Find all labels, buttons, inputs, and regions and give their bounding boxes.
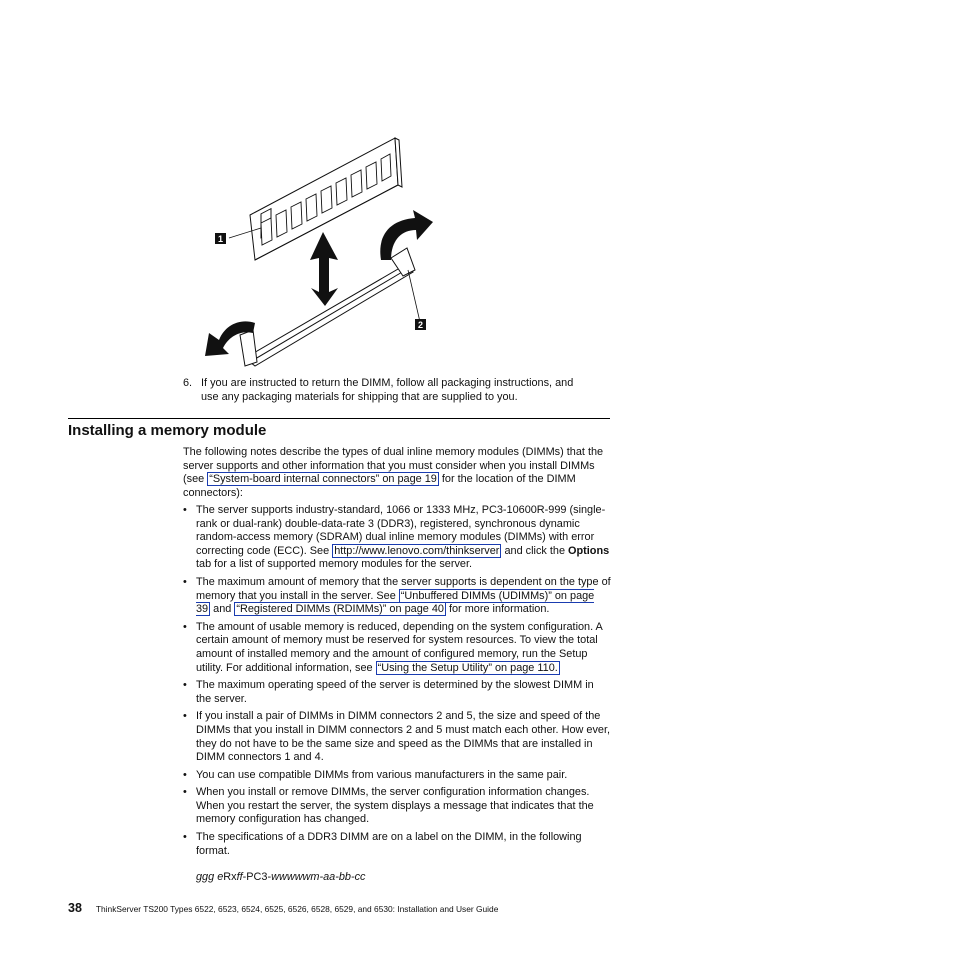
dimm-illustration [195,130,445,370]
callout-1-label: 1 [217,234,224,244]
list-item [183,786,611,827]
system-board-connectors-link[interactable]: “System-board internal connectors” on page 19 [209,473,437,486]
intro-paragraph [183,446,611,500]
list-item [183,679,611,706]
note-text: The amount of usable memory is reduced, depending on the system configuration. A certain amount of memory must be reserved for system resources. To view the total amount of installed memory and the amount of configured memory, run the Setup utility. For additional information, see [196,620,603,674]
options-tab-name: Options [568,544,610,557]
bullet-icon: • [183,768,187,781]
bullet-icon: • [183,831,187,844]
step-text-line-1: If you are instructed to return the DIMM, follow all packaging instructions, and [201,377,574,389]
note-text: and [210,603,235,616]
step-text-line-2: use any packaging materials for shipping that are supplied to you. [201,391,518,403]
list-item [183,576,611,617]
step-number: 6. [183,377,193,389]
step-text [201,376,611,404]
section-heading: Installing a memory module [68,422,267,439]
dimm-notes-list [183,504,611,862]
rdimm-link[interactable]: “Registered DIMMs (RDIMMs)” on page 40 [236,603,444,616]
list-item [183,504,611,572]
format-part: wwwwwm-aa-bb-cc [271,871,366,883]
bullet-icon: • [183,679,187,692]
note-text: The specifications of a DDR3 DIMM are on a label on the DIMM, in the following format. [196,831,582,857]
format-part: Rx [223,871,237,883]
list-item [183,831,611,858]
insert-arrow [310,232,338,306]
page-number: 38 [68,901,82,915]
bullet-icon: • [183,786,187,799]
note-text: for more information. [445,603,550,616]
bullet-icon: • [183,504,187,516]
document-title: ThinkServer TS200 Types 6522, 6523, 6524, 6525, 6526, 6528, 6529, and 6530: Installation and User Guide [95,904,499,914]
bullet-icon: • [183,710,187,723]
setup-utility-link[interactable]: “Using the Setup Utility” on page 110. [377,661,558,674]
intro-text-a: The following notes describe the types of dual inline memory modules (DIMMs) that the server supports and other information that you must consider when you install DIMMs (see [183,446,604,486]
lenovo-thinkserver-link[interactable]: http://www.lenovo.com/thinkserver [334,544,500,557]
list-item [183,769,611,783]
note-text: If you install a pair of DIMMs in DIMM connectors 2 and 5, the size and speed of the DIMMs that you install in DIMM connectors 2 and 5 must match each other. How ever, they do not have to be the same size and speed as the DIMMs that are installed in DIMM connectors 1 and 4. [196,710,611,764]
note-text: The maximum amount of memory that the server supports is dependent on the type of memory that you install in the server. See [196,575,611,602]
note-text: The server supports industry-standard, 1066 or 1333 MHz, PC3-10600R-999 (single-rank or dual-rank) double-data-rate 3 (DDR3), registered, synchronous dynamic random-access memory (SDRAM) dual inline memory modules (DIMMs) with error correcting code (ECC). See [196,504,606,557]
note-text: You can use compatible DIMMs from various manufacturers in the same pair. [196,768,568,781]
note-text: tab for a list of supported memory modules for the server. [196,558,473,571]
format-part: -PC3- [242,871,272,883]
intro-text-b: for the location of the DIMM connectors): [183,473,576,499]
dimm-installation-figure [195,130,445,370]
bullet-icon: • [183,575,187,588]
section-divider [68,418,610,419]
bullet-icon: • [183,620,187,633]
format-part: ff [236,871,243,883]
format-part: ggg e [196,871,224,883]
page-footer [68,901,498,915]
note-text: When you install or remove DIMMs, the server configuration information changes. When you restart the server, the system displays a message that indicates that the memory configuration has changed. [196,786,594,826]
dimm-label-format [196,871,366,883]
list-item [183,710,611,764]
note-text: and click the [501,544,569,557]
list-item [183,621,611,675]
note-text: The maximum operating speed of the server is determined by the slowest DIMM in the server. [196,679,594,705]
callout-2-label: 2 [417,320,424,330]
udimm-link[interactable]: “Unbuffered DIMMs (UDIMMs)” on page 39 [196,589,595,616]
